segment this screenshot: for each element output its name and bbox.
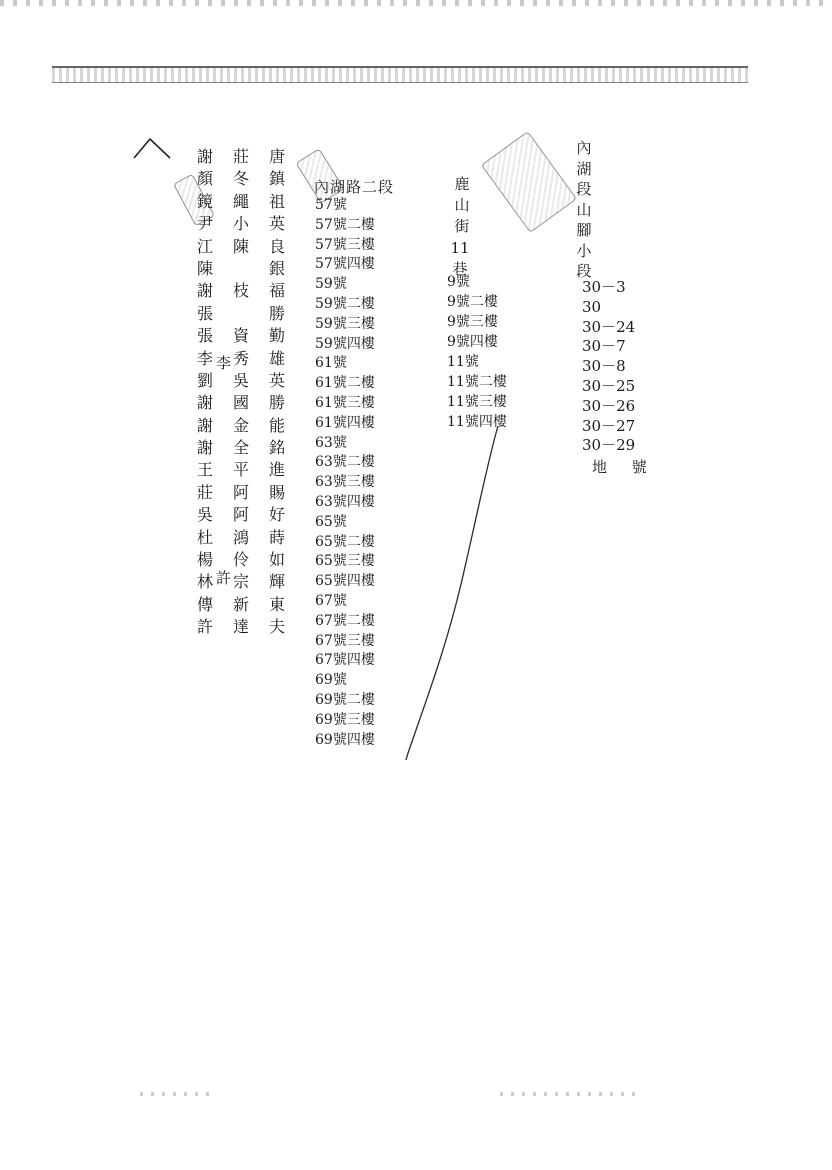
name-char: 資 (232, 326, 249, 346)
name-char: 謝 (196, 147, 213, 166)
name-char: 勝 (268, 393, 285, 413)
caret-mark (132, 136, 172, 160)
name-char: 如 (268, 550, 285, 570)
parcel-number-entry: 30－25 (582, 376, 636, 395)
name-char: 楊 (196, 550, 213, 570)
name-char: 宗 (232, 572, 249, 592)
parcel-number-entry: 30－24 (582, 317, 636, 336)
name-char: 莊 (196, 482, 213, 502)
road-address-entry: 67號二樓 (315, 612, 375, 629)
parcel-heading-char: 小 (576, 241, 592, 260)
name-char: 輝 (268, 572, 285, 592)
road-address-entry: 59號 (315, 276, 347, 293)
names-column-left (194, 146, 216, 639)
road-address-list (315, 196, 375, 750)
name-char: 新 (232, 594, 249, 614)
street-address-entry: 9號二樓 (447, 294, 498, 310)
name-char: 雄 (268, 348, 285, 368)
street-address-entry: 11號二樓 (447, 374, 507, 390)
name-char: 銀 (268, 258, 285, 278)
name-char: 進 (268, 460, 285, 480)
road-address-entry: 59號三樓 (315, 315, 375, 332)
name-char: 傳 (196, 594, 213, 614)
lane-title-char: 巷 (452, 260, 468, 278)
parcel-footer: 地 號 (592, 458, 657, 476)
name-char: 陳 (196, 258, 213, 278)
name-char: 阿 (232, 505, 249, 525)
name-char: 謝 (196, 438, 213, 458)
name-char: 吳 (196, 505, 213, 525)
scan-noise-bottom-right (500, 1092, 640, 1096)
street-title-char: 鹿 (454, 175, 470, 193)
parcel-heading-char: 腳 (576, 221, 592, 239)
name-char: 謝 (196, 281, 213, 301)
parcel-heading-char: 段 (576, 262, 592, 280)
name-char: 陳 (232, 236, 249, 256)
name-char: 唐 (268, 147, 285, 166)
name-char: 東 (268, 594, 285, 614)
road-address-entry: 57號四樓 (315, 256, 375, 273)
name-char: 張 (196, 326, 213, 346)
road-address-entry: 61號二樓 (315, 375, 375, 392)
parcel-number-entry: 30－29 (582, 436, 636, 455)
parcel-number-list (582, 278, 635, 456)
road-address-entry: 61號四樓 (315, 414, 375, 431)
parcel-number-entry: 30－8 (582, 357, 626, 376)
road-address-entry: 57號二樓 (315, 216, 375, 233)
names-column-middle (230, 146, 252, 639)
name-char: 賜 (268, 482, 285, 502)
name-char: 尹 (196, 214, 213, 234)
name-char: 祖 (268, 191, 285, 211)
road-address-entry: 69號四樓 (315, 731, 375, 748)
road-address-entry: 61號 (315, 355, 347, 372)
name-char: 莊 (232, 147, 249, 166)
name-char: 許 (196, 617, 213, 637)
parcel-number-entry: 30－26 (582, 396, 636, 415)
name-char: 勝 (268, 303, 285, 323)
parcel-number-entry: 30－7 (582, 337, 626, 356)
road-address-entry: 69號三樓 (315, 711, 375, 728)
street-title-char: 街 (454, 217, 470, 235)
road-address-entry: 63號三樓 (315, 474, 375, 491)
road-address-entry: 57號三樓 (315, 236, 375, 253)
name-char: 銘 (268, 438, 285, 458)
name-char: 冬 (232, 169, 249, 189)
name-char: 謝 (196, 415, 213, 435)
name-char: 國 (232, 393, 249, 413)
scan-noise-top (0, 0, 832, 6)
name-char: 英 (268, 214, 285, 234)
parcel-number-entry: 30－3 (582, 278, 626, 296)
road-address-entry: 57號 (315, 197, 347, 213)
road-address-entry: 67號 (315, 592, 347, 609)
road-address-entry: 65號四樓 (315, 573, 375, 590)
name-char: 江 (196, 236, 213, 256)
name-char: 阿 (232, 482, 249, 502)
road-address-entry: 69號二樓 (315, 691, 375, 708)
parcel-heading-char: 內 (576, 139, 592, 157)
parcel-heading-char: 湖 (576, 159, 592, 178)
name-char: 好 (268, 505, 285, 525)
name-char: 伶 (232, 550, 249, 570)
parcel-heading-char: 段 (576, 180, 592, 198)
name-char: 枝 (232, 281, 249, 301)
name-char: 吳 (232, 370, 249, 390)
road-address-entry: 63號 (315, 434, 347, 451)
name-char: 金 (232, 415, 249, 435)
street-address-entry: 9號 (447, 274, 470, 290)
street-title-char: 山 (454, 196, 470, 214)
name-char: 勤 (268, 326, 285, 346)
road-title: 內湖路二段 (314, 178, 395, 196)
name-char: 小 (232, 214, 249, 234)
road-address-entry: 67號四樓 (315, 652, 375, 669)
name-char: 良 (268, 236, 285, 256)
name-char: 李 (196, 348, 213, 368)
name-char: 秀 (232, 348, 249, 368)
name-char: 福 (268, 281, 285, 301)
name-char: 謝 (196, 393, 213, 413)
header-rule (52, 66, 748, 83)
name-extra-xu: 許 (216, 569, 232, 587)
lane-title-char: 11 (450, 239, 470, 257)
stamp-right (481, 131, 577, 233)
name-char: 達 (232, 617, 249, 637)
road-address-entry: 65號三樓 (315, 553, 375, 570)
street-address-entry: 11號 (447, 354, 479, 370)
name-char: 杜 (196, 527, 213, 547)
road-address-entry: 65號二樓 (315, 533, 375, 550)
name-char: 能 (268, 415, 285, 435)
road-address-entry: 59號四樓 (315, 335, 375, 352)
road-address-entry: 61號三樓 (315, 394, 375, 411)
road-address-entry: 69號 (315, 672, 347, 689)
name-char: 鏡 (196, 191, 213, 211)
name-char: 繩 (232, 191, 249, 211)
road-address-entry: 63號四樓 (315, 493, 375, 510)
parcel-heading-char: 山 (576, 200, 592, 219)
name-extra-li: 李 (216, 354, 232, 372)
name-char: 張 (196, 303, 213, 323)
parcel-heading (574, 138, 594, 282)
name-char: 鎮 (268, 169, 285, 189)
street-address-entry: 11號三樓 (447, 394, 507, 410)
name-char: 英 (268, 370, 285, 390)
name-char: 劉 (196, 370, 213, 390)
parcel-number-entry: 30 (582, 297, 602, 316)
road-address-entry: 63號二樓 (315, 454, 375, 471)
name-char: 鴻 (232, 527, 249, 547)
names-column-right (266, 146, 288, 639)
street-address-entry: 9號四樓 (447, 334, 498, 350)
road-address-entry: 59號二樓 (315, 295, 375, 312)
street-address-list (447, 272, 507, 432)
name-char: 王 (196, 460, 213, 480)
name-char: 全 (232, 438, 249, 458)
name-char: 平 (232, 460, 249, 480)
road-address-entry: 67號三樓 (315, 632, 375, 649)
street-title (452, 174, 472, 237)
name-char: 顏 (196, 169, 213, 189)
name-char: 林 (196, 572, 213, 592)
street-address-entry: 11號四樓 (447, 414, 507, 430)
street-address-entry: 9號三樓 (447, 314, 498, 330)
parcel-number-entry: 30－27 (582, 416, 636, 435)
name-char: 夫 (268, 617, 285, 637)
road-address-entry: 65號 (315, 513, 347, 530)
scan-noise-bottom-left (140, 1092, 210, 1096)
name-char: 蒔 (268, 527, 285, 547)
